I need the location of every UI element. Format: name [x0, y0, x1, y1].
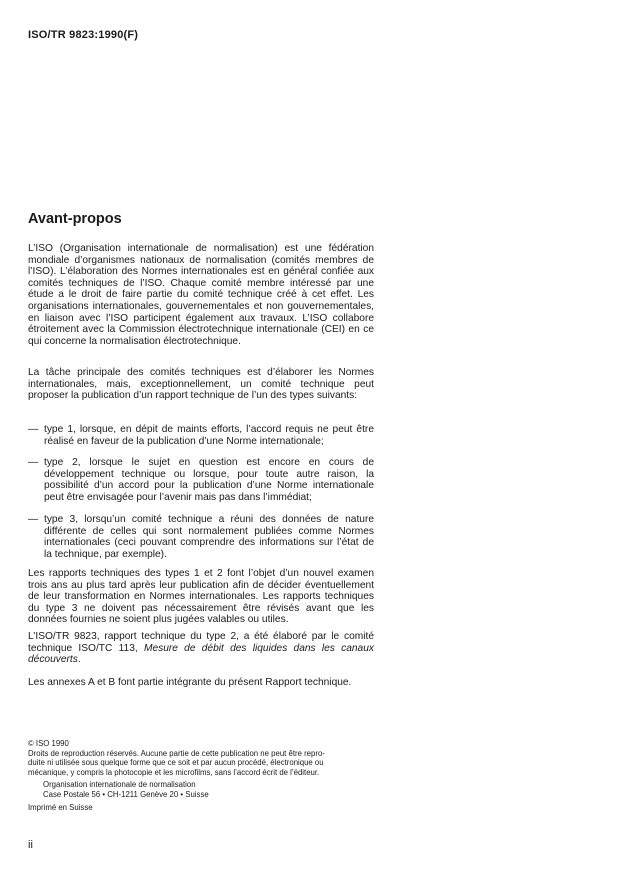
paragraph-committee-title: Mesure de débit des liquides dans les canaux découverts — [28, 642, 374, 666]
list-item — [28, 514, 374, 560]
list-item-text: type 2, lorsque le sujet en question est encore en cours de développement technique ou lorsque, pour toute autre raison, la possibilité d’un accord pour la publication d’une Norme internationale peut être envisagée pour l’avenir mais pas dans l’immédiat; — [44, 457, 374, 503]
paragraph-committee — [28, 631, 374, 666]
document-reference: ISO/TR 9823:1990(F) — [28, 29, 139, 41]
copyright-rights: Droits de reproduction réservés. Aucune partie de cette publication ne peut être repro- — [28, 748, 325, 758]
list-item-text: type 3, lorsqu’un comité technique a réuni des données de nature différente de celles qui sont normalement publiées comme Normes internationales (ceci pouvant comprendre des informations sur l’état de la technique, par exemple). — [44, 514, 374, 560]
list-dash: — — [28, 457, 39, 468]
publisher-address: Case Postale 56 • CH-1211 Genève 20 • Suisse — [43, 789, 209, 799]
copyright-block — [28, 739, 378, 812]
paragraph-review: Les rapports techniques des types 1 et 2 font l’objet d’un nouvel examen trois ans au plus tard après leur publication afin de décider éventuellement de leur transformation en Normes internationales. Les rapports techniques du type 3 ne doivent pas nécessairement être révisés avant que les données fournies ne soient plus jugées valables ou utiles. — [28, 568, 374, 626]
list-dash: — — [28, 514, 39, 525]
list-item — [28, 457, 374, 503]
paragraph-annexes: Les annexes A et B font partie intégrante du présent Rapport technique. — [28, 677, 352, 688]
page-number: ii — [28, 839, 33, 851]
copyright-notice: © ISO 1990 — [28, 739, 69, 748]
paragraph-intro: L’ISO (Organisation internationale de normalisation) est une fédération mondiale d’organismes nationaux de normalisation (comités membres de l’ISO). L’élaboration des Normes internationales est en général confiée aux comités techniques de l’ISO. Chaque comité membre intéressé par une étude a le droit de faire partie du comité technique créé à cet effet. Les organisations internationales, gouvernementales et non gouvernementales, en liaison avec l’ISO participent également aux travaux. L’ISO collabore étroitement avec la Commission électrotechnique internationale (CEI) en ce qui concerne la normalisation électrotechnique. — [28, 243, 374, 347]
publisher-name: Organisation internationale de normalisation — [43, 780, 196, 790]
list-item — [28, 424, 374, 447]
list-item-text: type 1, lorsque, en dépit de maints efforts, l’accord requis ne peut être réalisé en faveur de la publication d’une Norme internationale; — [44, 424, 374, 447]
section-title: Avant-propos — [28, 211, 122, 227]
copyright-rights: mécanique, y compris la photocopie et les microfilms, sans l’accord écrit de l’éditeur. — [28, 767, 320, 777]
paragraph-committee-end: . — [77, 654, 81, 666]
printed-in: Imprimé en Suisse — [28, 802, 93, 812]
copyright-rights: duite ni utilisée sous quelque forme que ce soit et par aucun procédé, électronique ou — [28, 758, 324, 768]
paragraph-committee-start: L’ISO/TR 9823, rapport technique du type 2, a été élaboré par le comité technique ISO/TC 113, — [28, 631, 374, 654]
paragraph-technical-reports: La tâche principale des comités techniques est d’élaborer les Normes internationales, mais, exceptionnellement, un comité technique peut proposer la publication d’un rapport technique de l’un des types suivants: — [28, 367, 374, 402]
list-dash: — — [28, 424, 39, 435]
